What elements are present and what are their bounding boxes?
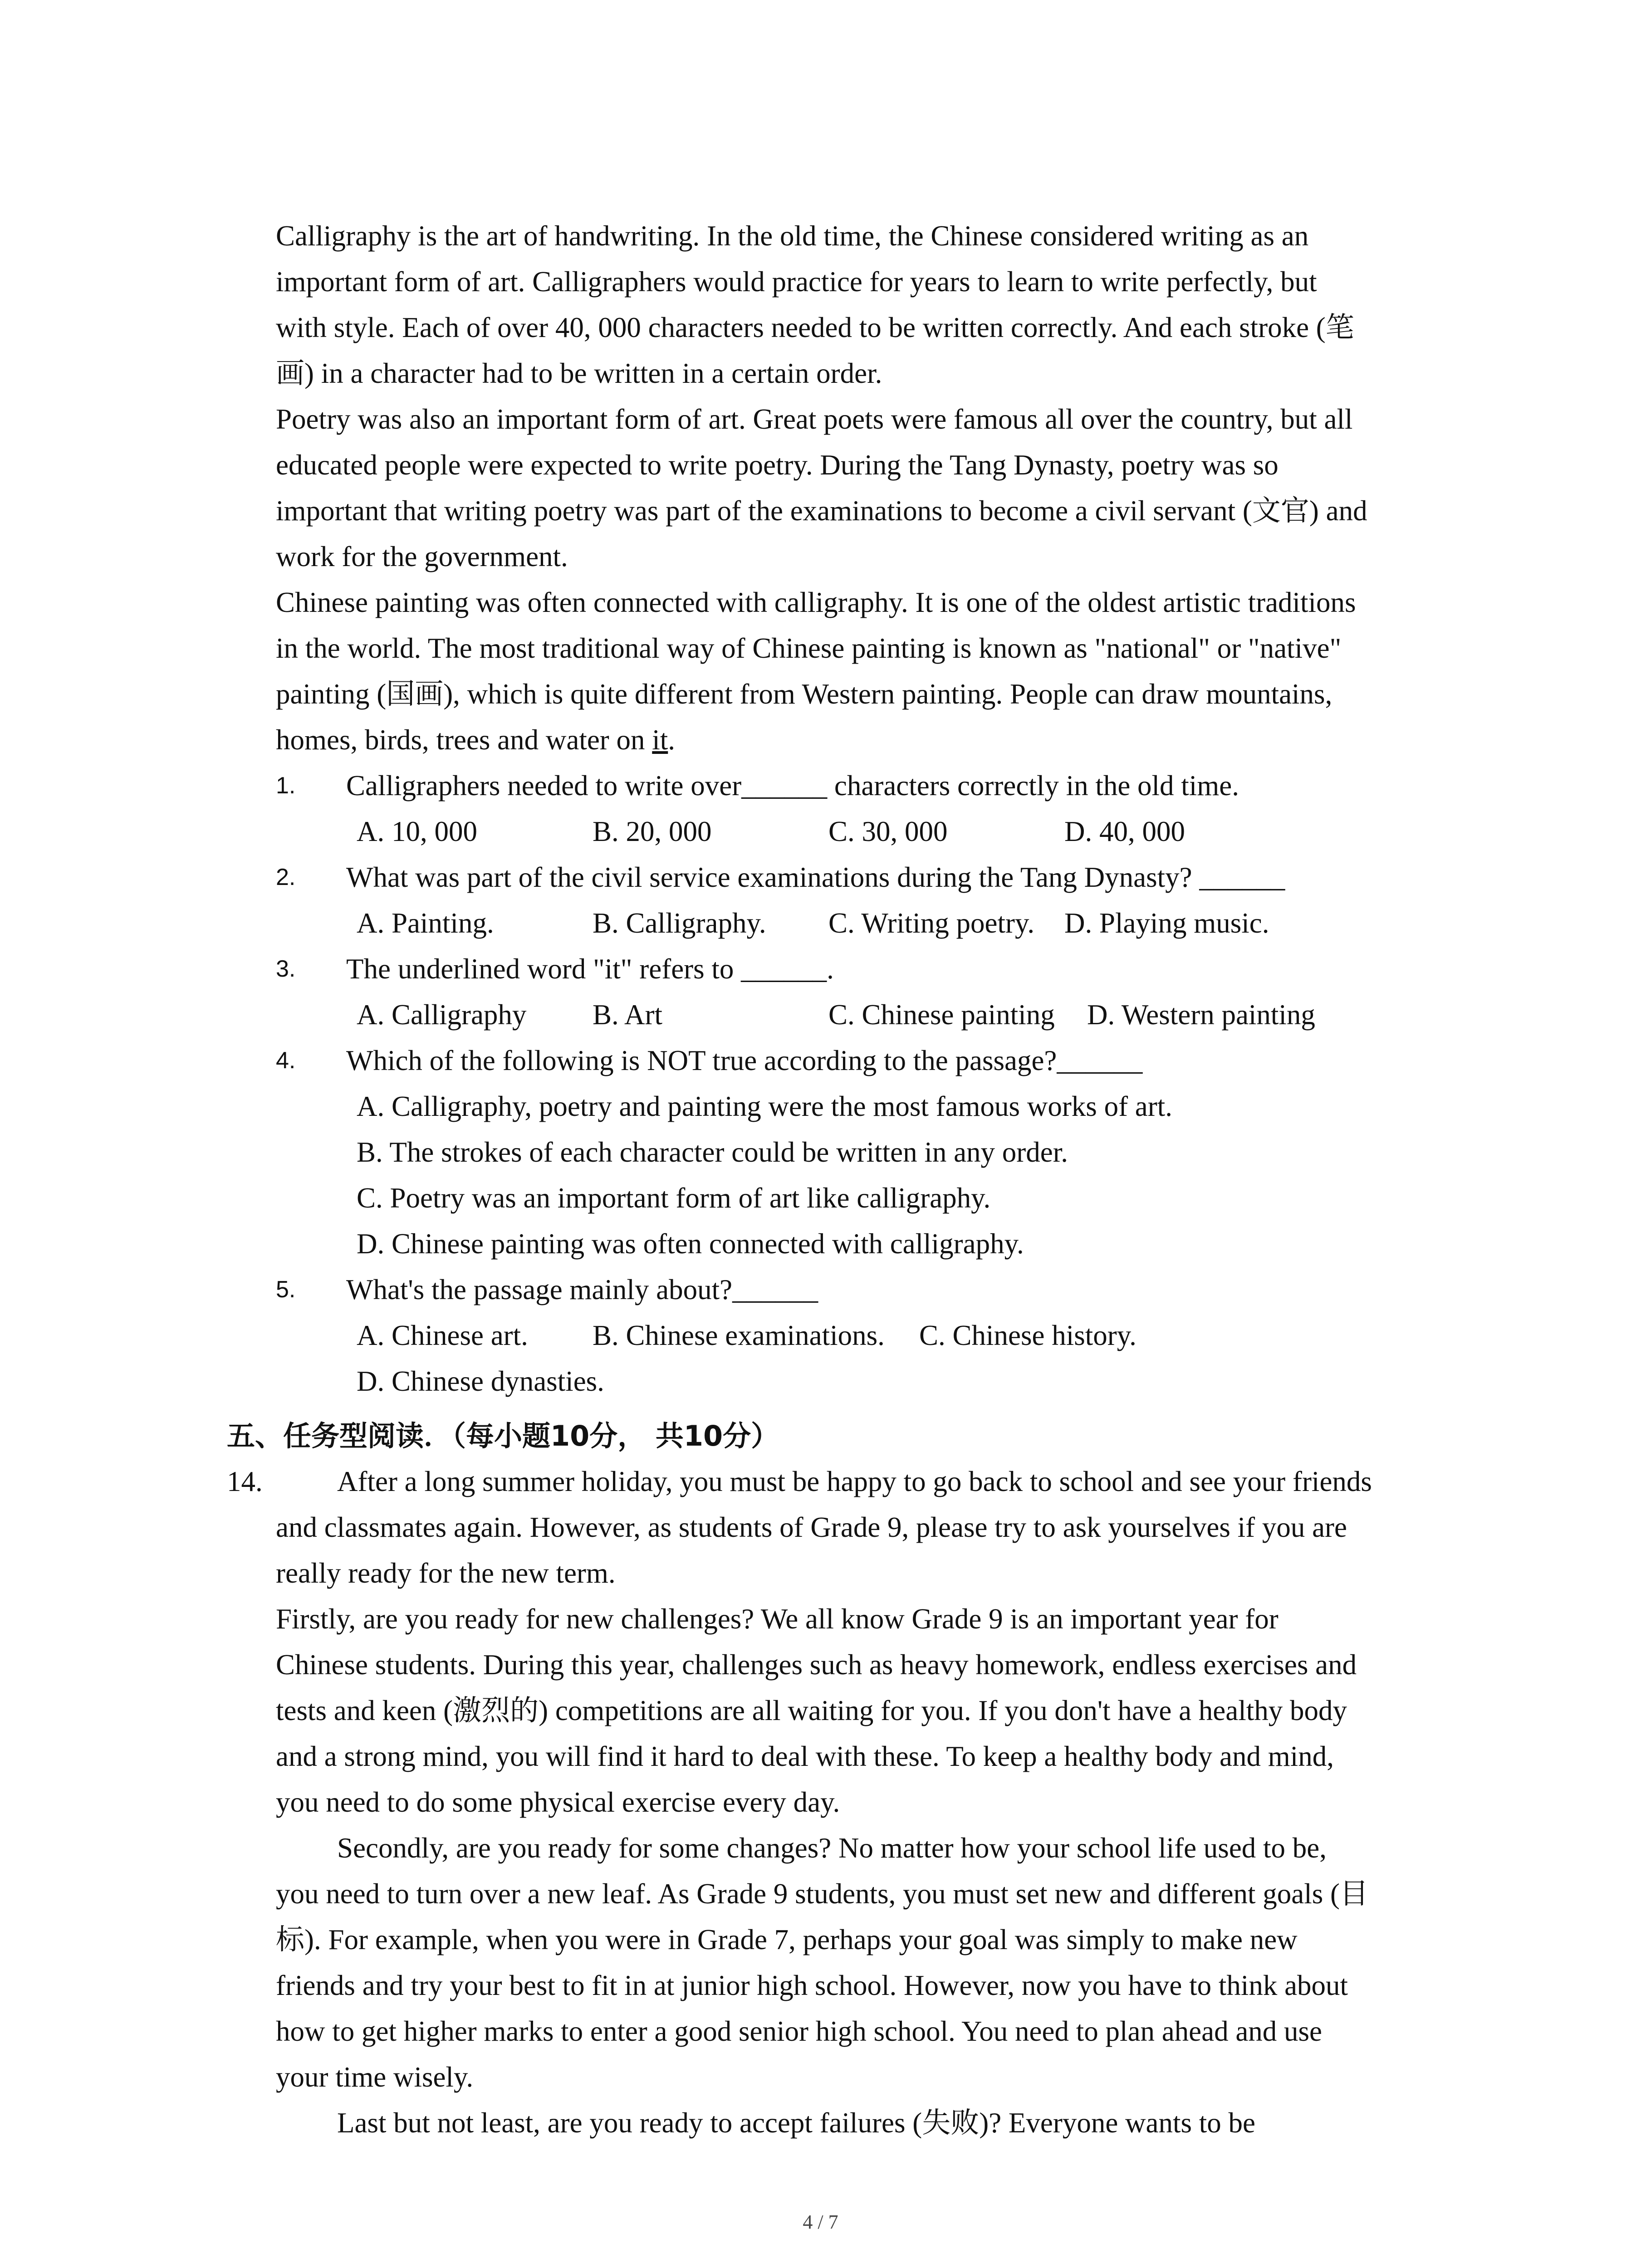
text-line: [276, 717, 1455, 763]
text-line: you need to turn over a new leaf. As Grade 9 students, you must set new and different goals (目: [276, 1878, 1368, 1910]
text-line: Chinese painting was often connected with calligraphy. It is one of the oldest artistic traditions: [276, 587, 1356, 618]
text-line: Poetry was also an important form of art. Great poets were famous all over the country, but all: [276, 403, 1353, 435]
option-b: B. Art: [593, 999, 663, 1031]
option-c: C. Poetry was an important form of art like calligraphy.: [357, 1182, 991, 1214]
question-2: [276, 855, 1455, 900]
task-paragraph-1: [276, 1459, 1465, 1596]
question-number: 2.: [276, 864, 296, 890]
question-5-options: [276, 1313, 1455, 1359]
option-b: B. 20, 000: [593, 816, 712, 847]
text-line: painting (国画), which is quite different from Western painting. People can draw mountains,: [276, 678, 1332, 710]
task-reading-passage: [276, 1459, 1465, 2146]
underlined-word: it: [652, 724, 668, 756]
option-b: B. Chinese examinations.: [593, 1320, 885, 1351]
question-text: What was part of the civil service examinations during the Tang Dynasty? ______: [346, 861, 1285, 893]
text-span: .: [668, 724, 676, 756]
text-line: you need to do some physical exercise every day.: [276, 1786, 840, 1818]
text-line: Last but not least, are you ready to accept failures (失败)? Everyone wants to be: [337, 2107, 1255, 2139]
task-paragraph-3: [276, 1825, 1465, 2100]
section-title: 五、任务型阅读．（每小题10分， 共10分）: [227, 1419, 779, 1452]
question-4: [276, 1038, 1455, 1084]
page-number: 4 / 7: [803, 2211, 838, 2233]
passage-paragraph-2: [276, 396, 1455, 580]
text-line: important form of art. Calligraphers would practice for years to learn to write perfectly, but: [276, 266, 1317, 298]
option-d: D. Playing music.: [1064, 907, 1269, 939]
option-c: C. Chinese painting: [828, 999, 1055, 1031]
question-number: 14.: [227, 1466, 263, 1497]
option-b: B. The strokes of each character could be written in any order.: [357, 1136, 1068, 1168]
question-3: [276, 946, 1455, 992]
option-d: D. Chinese dynasties.: [357, 1365, 604, 1397]
question-text: Which of the following is NOT true according to the passage?______: [346, 1045, 1143, 1076]
option-d: D. Chinese painting was often connected with calligraphy.: [357, 1228, 1024, 1260]
option-c: C. Chinese history.: [919, 1320, 1136, 1351]
question-1: [276, 763, 1455, 809]
question-number: 3.: [276, 956, 296, 982]
question-3-options: [276, 992, 1455, 1038]
question-5: [276, 1267, 1455, 1313]
text-line: important that writing poetry was part of the examinations to become a civil servant (文官) and: [276, 495, 1367, 527]
task-paragraph-2: [276, 1596, 1465, 1825]
text-line: 标). For example, when you were in Grade 7, perhaps your goal was simply to make new: [276, 1924, 1298, 1955]
text-line: 画) in a character had to be written in a certain order.: [276, 357, 882, 389]
text-line: Calligraphy is the art of handwriting. In the old time, the Chinese considered writing as an: [276, 220, 1309, 252]
question-number: 1.: [276, 772, 296, 799]
question-text: What's the passage mainly about?______: [346, 1274, 818, 1305]
reading-passage: [276, 213, 1455, 1404]
question-1-options: [276, 809, 1455, 855]
option-c: C. 30, 000: [828, 816, 948, 847]
text-line: and a strong mind, you will find it hard to deal with these. To keep a healthy body and mind,: [276, 1740, 1334, 1772]
option-a: A. Calligraphy, poetry and painting were the most famous works of art.: [357, 1090, 1172, 1122]
option-b: B. Calligraphy.: [593, 907, 766, 939]
task-paragraph-4: [276, 2100, 1465, 2146]
passage-paragraph-3: [276, 580, 1455, 763]
text-line: Chinese students. During this year, challenges such as heavy homework, endless exercises and: [276, 1649, 1357, 1681]
option-a: A. Calligraphy: [357, 999, 527, 1031]
text-line: educated people were expected to write poetry. During the Tang Dynasty, poetry was so: [276, 449, 1279, 481]
text-line: tests and keen (激烈的) competitions are all waiting for you. If you don't have a healthy body: [276, 1695, 1347, 1726]
option-a: A. 10, 000: [357, 816, 477, 847]
text-line: Firstly, are you ready for new challenges? We all know Grade 9 is an important year for: [276, 1603, 1279, 1635]
passage-paragraph-1: [276, 213, 1455, 396]
question-number: 5.: [276, 1276, 296, 1303]
option-a: A. Painting.: [357, 907, 494, 939]
question-text: The underlined word "it" refers to ______.: [346, 953, 834, 985]
question-text: Calligraphers needed to write over______ characters correctly in the old time.: [346, 770, 1239, 802]
question-number: 4.: [276, 1047, 296, 1074]
text-line: After a long summer holiday, you must be happy to go back to school and see your friends: [337, 1466, 1372, 1497]
text-line: and classmates again. However, as students of Grade 9, please try to ask yourselves if you are: [276, 1511, 1347, 1543]
text-line: friends and try your best to fit in at junior high school. However, now you have to think about: [276, 1970, 1348, 2001]
text-span: homes, birds, trees and water on: [276, 724, 652, 756]
text-line: Secondly, are you ready for some changes? No matter how your school life used to be,: [337, 1832, 1327, 1864]
text-line: how to get higher marks to enter a good senior high school. You need to plan ahead and use: [276, 2015, 1323, 2047]
text-line: your time wisely.: [276, 2061, 474, 2093]
text-line: work for the government.: [276, 541, 568, 572]
text-line: really ready for the new term.: [276, 1557, 616, 1589]
option-a: A. Chinese art.: [357, 1320, 528, 1351]
option-c: C. Writing poetry.: [828, 907, 1035, 939]
question-2-options: [276, 900, 1455, 946]
option-d: D. 40, 000: [1064, 816, 1185, 847]
text-line: in the world. The most traditional way of Chinese painting is known as "national" or "native": [276, 632, 1342, 664]
text-line: with style. Each of over 40, 000 characters needed to be written correctly. And each stroke (笔: [276, 312, 1354, 343]
option-d: D. Western painting: [1087, 999, 1315, 1031]
